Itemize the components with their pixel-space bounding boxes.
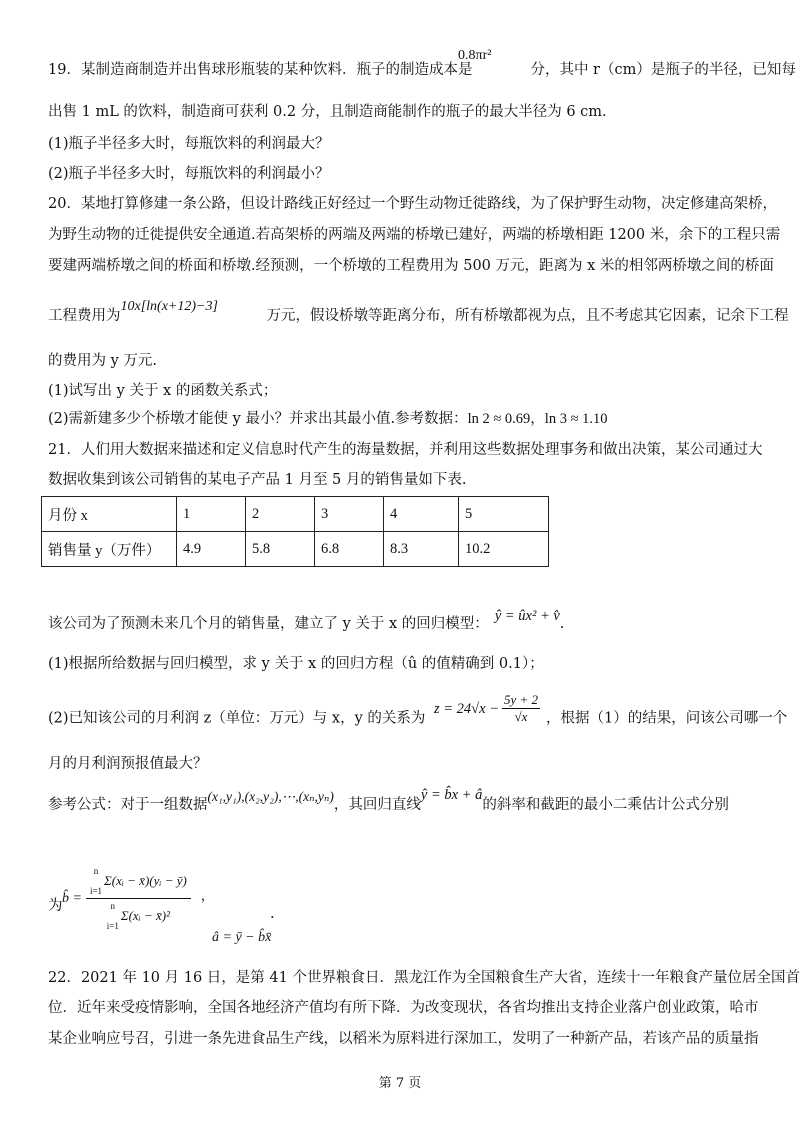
q20-line2: 为野生动物的迁徙提供安全通道.若高架桥的两端及两端的桥墩已建好，两端的桥墩相距 1200 米，余下的工程只需 <box>48 227 781 243</box>
q20-line4 <box>48 299 789 327</box>
q21-ref-text-b: ，其回归直线 <box>333 797 421 813</box>
least-squares-formula: b̂ = n i=1 Σ(xᵢ − x̄)(yᵢ − ȳ) n i=1 Σ(xᵢ − x̄)² ， <box>62 866 214 931</box>
q21-model-line: 该公司为了预测未来几个月的销售量，建立了 y 关于 x 的回归模型： ŷ = ûx² + v̂. <box>48 608 565 632</box>
q21-ref-points: (x₁,y₁),(x₂,y₂),⋯,(xₙ,yₙ) <box>207 789 334 804</box>
q21-part2 <box>48 692 788 735</box>
q20-part2 <box>48 409 608 429</box>
q19-part2: (2)瓶子半径多大时，每瓶饮料的利润最小？ <box>48 166 330 182</box>
table-cell: 4 <box>384 497 459 532</box>
q20-part1: (1)试写出 y 关于 x 的函数关系式； <box>48 383 278 399</box>
table-cell: 8.3 <box>384 532 459 567</box>
q22-line2: 位．近年来受疫情影响，全国各地经济产值均有所下降．为改变现状，各省均推出支持企业落户创业政策，哈市 <box>48 1000 759 1016</box>
table-cell: 3 <box>315 497 384 532</box>
q20-ref-data: ln 2 ≈ 0.69，ln 3 ≈ 1.10 <box>467 411 608 427</box>
q19-cost-formula: 0.8πr² <box>458 48 492 63</box>
q20-line3: 要建两端桥墩之间的桥面和桥墩.经预测，一个桥墩的工程费用为 500 万元，距离为 x 米的相邻两桥墩之间的桥面 <box>48 258 774 274</box>
sales-table <box>41 496 549 567</box>
q22-line3: 某企业响应号召，引进一条先进食品生产线，以稻米为原料进行深加工，发明了一种新产品，若该产品的质量指 <box>48 1031 759 1047</box>
q21-wei: 为 <box>48 898 63 914</box>
q21-ref-line <box>48 787 729 815</box>
table-cell: 5.8 <box>246 532 315 567</box>
b-hat-label: b̂ = <box>62 890 82 906</box>
q21-part2-c: 月的月利润预报值最大？ <box>48 756 208 772</box>
sum-lower-limit: i=1 <box>89 886 103 896</box>
sum-upper-limit: n <box>110 901 116 911</box>
q21-ref-text-c: 的斜率和截距的最小二乘估计公式分别 <box>482 797 729 813</box>
q19-part1: (1)瓶子半径多大时，每瓶饮料的利润最大？ <box>48 136 330 152</box>
b-hat-fraction <box>86 866 191 931</box>
q19-text-a: 19．某制造商制造并出售球形瓶装的某种饮料．瓶子的制造成本是 <box>48 62 473 78</box>
q20-line1: 20．某地打算修建一条公路，但设计路线正好经过一个野生动物迁徙路线，为了保护野生动物，决定修建高架桥， <box>48 196 777 212</box>
sum-denominator-expr: Σ(xᵢ − x̄)² <box>120 908 170 923</box>
table-cell: 月份 x <box>42 497 177 532</box>
q21-line2: 数据收集到该公司销售的某电子产品 1 月至 5 月的销售量如下表. <box>48 472 467 488</box>
z-numerator: 5y + 2 <box>503 692 539 707</box>
table-cell: 10.2 <box>459 532 549 567</box>
q20-text-b: 万元，假设桥墩等距离分布，所有桥墩都视为点，且不考虑其它因素，记余下工程 <box>266 308 789 324</box>
z-denominator: √x <box>514 709 528 724</box>
a-hat-formula: â = ȳ − b̂x̄ <box>212 930 272 945</box>
q22-line1: 22．2021 年 10 月 16 日，是第 41 个世界粮食日．黑龙江作为全国粮食生产大省，连续十一年粮食产量位居全国首 <box>48 970 800 986</box>
table-cell: 1 <box>177 497 246 532</box>
sum-upper-limit: n <box>93 866 99 876</box>
q21-part2-text: (2)已知该公司的月利润 z（单位：万元）与 x，y 的关系为 <box>48 710 426 727</box>
q20-line5: 的费用为 y 万元. <box>48 353 158 369</box>
table-cell: 6.8 <box>315 532 384 567</box>
q19-line1 <box>48 60 796 80</box>
q21-ref-regression-line: ŷ = b̂x + â <box>420 787 483 803</box>
table-cell: 4.9 <box>177 532 246 567</box>
q19-line2: 出售 1 mL 的饮料，制造商可获利 0.2 分，且制造商能制作的瓶子的最大半径为 6 cm． <box>48 104 617 120</box>
table-cell: 5 <box>459 497 549 532</box>
q21-z-formula <box>434 692 540 725</box>
z-formula-left: z = 24√x − <box>433 700 499 717</box>
q21-model-formula: ŷ = ûx² + v̂ <box>494 608 560 624</box>
table-cell: 销售量 y（万件） <box>42 532 177 567</box>
b-hat-denominator <box>103 899 174 931</box>
q19-text-b: 分，其中 r（cm）是瓶子的半径，已知每 <box>530 62 796 78</box>
q20-cost-formula: 10x[ln(x+12)−3] <box>120 299 218 314</box>
page-number: 第 7 页 <box>378 1076 422 1091</box>
table-row <box>42 532 549 567</box>
z-fraction <box>502 692 540 725</box>
q21-part2-text-b: ，根据（1）的结果，问该公司哪一个 <box>546 710 788 727</box>
sum-numerator-expr: Σ(xᵢ − x̄)(yᵢ − ȳ) <box>104 873 187 888</box>
table-row <box>42 497 549 532</box>
q21-model-text: 该公司为了预测未来几个月的销售量，建立了 y 关于 x 的回归模型： <box>48 616 489 632</box>
q20-part2-text: (2)需新建多少个桥墩才能使 y 最小？并求出其最小值.参考数据： <box>48 411 468 427</box>
b-hat-numerator <box>86 866 191 899</box>
formula-period: . <box>270 906 275 922</box>
q20-text-a: 工程费用为 <box>48 308 121 324</box>
sum-lower-limit: i=1 <box>106 921 119 931</box>
q21-ref-text-a: 参考公式：对于一组数据 <box>48 797 208 813</box>
q21-line1: 21．人们用大数据来描述和定义信息时代产生的海量数据，并利用这些数据处理事务和做出决策，某公司通过大 <box>48 442 763 458</box>
table-cell: 2 <box>246 497 315 532</box>
q21-part1: (1)根据所给数据与回归模型，求 y 关于 x 的回归方程（û 的值精确到 0.1）； <box>48 656 544 672</box>
